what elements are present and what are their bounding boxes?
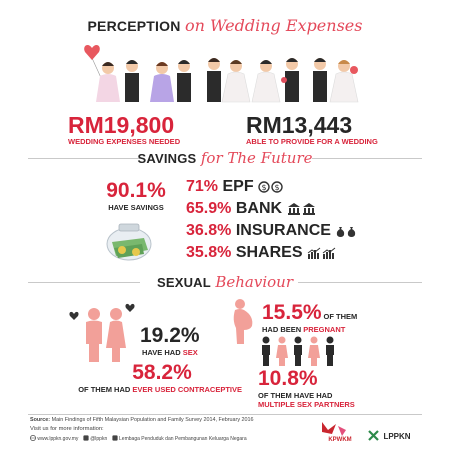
partners-stat [258, 368, 438, 409]
had-sex-stat [140, 325, 240, 357]
pregnant-woman-icon [228, 298, 258, 344]
wedding-couples-illustration [80, 40, 380, 106]
couple-silhouette-icon [68, 300, 140, 364]
had-sex-label-pre: HAVE HAD [142, 348, 183, 357]
savings-item [186, 200, 446, 218]
have-savings-value: 90.1% [106, 179, 166, 202]
footer-source-text: Main Findings of Fifth Malaysian Population and Family Survey 2014, February 2016 [51, 417, 254, 423]
wedding-afford [246, 114, 416, 146]
pregnant-value-row [262, 302, 432, 324]
savings-title-caps: SAVINGS [137, 151, 197, 166]
savings-insurance-value: 36.8% [186, 222, 232, 239]
lppkn-logo-text: LPPKN [383, 432, 411, 441]
money-bag-icon [335, 225, 357, 237]
partners-value: 10.8% [258, 367, 318, 390]
footer-link-social[interactable]: @lppkn [90, 436, 108, 442]
svg-text:$: $ [261, 183, 267, 192]
perception-title-caps: PERCEPTION [87, 18, 181, 34]
lppkn-logo [368, 426, 411, 444]
savings-shares-value: 35.8% [186, 244, 232, 261]
pregnant-label [262, 325, 432, 334]
people-group-icon [260, 336, 340, 366]
globe-icon [30, 435, 36, 441]
have-savings-label: HAVE SAVINGS [108, 203, 164, 212]
facebook-icon [112, 435, 118, 441]
had-sex-label-em: SEX [182, 348, 198, 357]
partners-label-line2: MULTIPLE SEX PARTNERS [258, 400, 355, 409]
pregnant-value: 15.5% [262, 301, 322, 324]
contraceptive-label [62, 385, 242, 394]
footer-links [30, 435, 310, 443]
savings-item [186, 244, 446, 262]
savings-epf-value: 71% [186, 178, 219, 195]
savings-bank-value: 65.9% [186, 200, 232, 217]
savings-title [0, 149, 450, 168]
have-savings [86, 180, 186, 212]
wedding-afford-value: RM13,443 [246, 112, 353, 138]
had-sex-label [140, 348, 240, 357]
wedding-afford-label: ABLE TO PROVIDE FOR A WEDDING [246, 137, 378, 146]
perception-title [0, 16, 450, 36]
contraceptive-value: 58.2% [132, 361, 192, 384]
savings-shares-label: SHARES [235, 244, 303, 261]
pregnant-label-pre: HAD BEEN [262, 325, 304, 334]
footer-rule [28, 414, 422, 415]
contraceptive-label-em: EVER USED CONTRACEPTIVE [132, 385, 242, 394]
had-sex-value: 19.2% [140, 324, 200, 347]
partners-label-line1: OF THEM HAVE HAD [258, 391, 333, 400]
savings-item [186, 178, 446, 196]
savings-insurance-label: INSURANCE [235, 222, 331, 239]
sexual-title-script: Behaviour [215, 273, 294, 291]
svg-text:KPWKM: KPWKM [328, 437, 352, 443]
money-jar-icon [104, 220, 154, 262]
sexual-title [0, 273, 450, 292]
footer-source-label: Source: [30, 417, 51, 423]
pregnant-stat [262, 302, 432, 334]
wedding-expenses-needed [68, 114, 218, 146]
savings-epf-label: EPF [222, 178, 254, 195]
kpwkm-logo [316, 420, 364, 444]
sexual-title-caps: SEXUAL [156, 275, 211, 290]
dollar-coins-icon [258, 181, 284, 193]
stock-chart-icon [307, 247, 337, 259]
footer-visit: Visit us for more information: [30, 426, 104, 432]
footer-link-website[interactable]: www.lppkn.gov.my [37, 436, 79, 442]
footer-link-facebook[interactable]: Lembaga Penduduk dan Pembangunan Keluarga Negara [119, 436, 247, 442]
social-icon [83, 435, 89, 441]
savings-bank-label: BANK [235, 200, 283, 217]
pregnant-label-em: PREGNANT [303, 325, 346, 334]
perception-title-script: on Wedding Expenses [184, 16, 363, 35]
savings-item [186, 222, 446, 240]
svg-text:$: $ [274, 183, 280, 192]
wedding-expenses-label: WEDDING EXPENSES NEEDED [68, 137, 181, 146]
wedding-expenses-value: RM19,800 [68, 112, 175, 138]
contraceptive-stat [62, 362, 242, 394]
lppkn-emblem-icon [368, 430, 379, 441]
contraceptive-label-pre: OF THEM HAD [78, 385, 133, 394]
bank-building-icon [287, 203, 317, 215]
pregnant-suffix: OF THEM [323, 312, 358, 321]
savings-title-script: for The Future [200, 149, 313, 167]
